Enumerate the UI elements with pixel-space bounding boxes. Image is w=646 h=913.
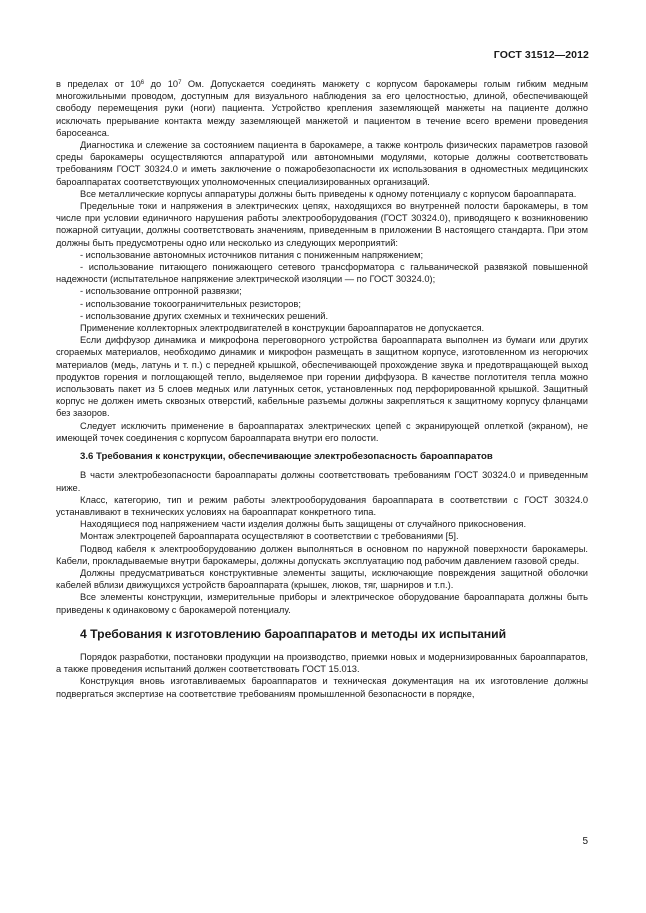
paragraph: Порядок разработки, постановки продукции на производство, приемки новых и модернизированных бароаппаратов, а также проведения испытаний должен соответствовать ГОСТ 15.013. [56,651,588,675]
list-item: - использование других схемных и технических решений. [80,310,329,321]
paragraph: Монтаж электроцепей бароаппарата осуществляют в соответствии с требованиями [5]. [80,531,459,542]
paragraph: Следует исключить применение в бароаппаратах электрических цепей с экранирующей оплеткой (экраном), не имеющей точек соединения с корпусом бароаппарата внутри его полости. [56,420,588,443]
standard-header: ГОСТ 31512—2012 [493,49,589,61]
list-item: - использование оптронной развязки; [80,286,242,297]
section-3-6-body [56,469,588,615]
paragraph: В части электробезопасности бароаппараты должны соответствовать требованиям ГОСТ 30324.0 и приведенным ниже. [56,470,588,493]
exponent: 6 [140,80,145,86]
section-3-5-continuation [56,78,588,444]
section-4-body [56,651,588,700]
paragraph: Если диффузор динамика и микрофона переговорного устройства бароаппарата выполнен из бумаги или других сгораемых материалов, необходимо динамик и микрофон размещать в защитном корпусе, изготовленном из негорючих материалов (медь, латунь и т. п.) с передней крышкой, обеспечивающей прохождение звука и предотвращающей выход продуктов горения и поглощающей тепло, выделяемое при горении диффузора. В качестве поглотителя тепла можно использовать пакет из 5 слоев медных или латунных сеток, установленных под перфорированной крышкой. Защитный корпус не должен иметь сквозных отверстий, кабельные разъемы должны закрепляться к защитному корпусу фланцами без зазоров. [56,335,588,419]
section-4-heading: 4 Требования к изготовлению бароаппаратов и методы их испытаний [80,626,507,641]
paragraph: Находящиеся под напряжением части изделия должны быть защищены от случайного прикосновения. [80,519,527,530]
text-run: в пределах от 10 [56,79,141,89]
paragraph: Конструкция вновь изготавливаемых бароаппаратов и техническая документация на их изготовление должны подвергаться экспертизе на соответствие требованиям промышленной безопасности в порядке, [56,676,588,699]
paragraph: Подвод кабеля к электрооборудованию должен выполняться в основном по наружной поверхности барокамеры. Кабели, прокладываемые внутри барокамеры, должны допускать эксплуатацию под рабочим давлением газовой среды. [56,543,588,566]
section-3-6-heading: 3.6 Требования к конструкции, обеспечивающие электробезопасность бароаппаратов [80,451,493,463]
list-item: - использование питающего понижающего сетевого трансформатора с гальванической развязкой повышенной надежности (испытательное напряжение электрической изоляции — по ГОСТ 30324.0); [56,262,588,285]
exponent: 7 [178,80,182,86]
paragraph: Предельные токи и напряжения в электрических цепях, находящихся во внутренней полости барокамеры, в том числе при условии единичного нарушения работы электрооборудования (ГОСТ 30324.0), приводящего к возникновению пожарной ситуации, должны соответствовать значениям, приведенным в приложении В настоящего стандарта. При этом должны быть предусмотрены одно или несколько из следующих мероприятий: [56,201,588,248]
document-body [56,78,588,700]
paragraph: Все металлические корпусы аппаратуры должны быть приведены к одному потенциалу с корпусом бароаппарата. [80,188,577,199]
paragraph: Должны предусматриваться конструктивные элементы защиты, исключающие повреждения защитной оболочки кабелей вблизи движущихся устройств бароаппарата (крышек, люков, тяг, шарниров и т.п.). [56,567,588,591]
text-run: Ом. Допускается соединять манжету с корпусом барокамеры голым гибким медным многожильными проводом, доступным для визуального наблюдения за его целостностью, длиной, обеспечивающей свободу перемещения руки (ноги) пациента. Устройство крепления заземляющей манжеты на пациенте должно исключать прерывание контакта между заземляющей манжетой и пациентом в течение всего времени проведения бaросеанса. [56,79,588,138]
paragraph: Все элементы конструкции, измерительные приборы и электрическое оборудование бароаппарата должны быть приведены к одинаковому с барокамерой потенциалу. [56,592,588,615]
paragraph [56,78,588,139]
page-number: 5 [582,836,588,847]
paragraph: Применение коллекторных электродвигателей в конструкции бароаппаратов не допускается. [80,323,485,334]
list-item: - использование автономных источников питания с пониженным напряжением; [80,249,424,260]
list-item: - использование токоограничительных резисторов; [80,298,301,309]
paragraph: Диагностика и слежение за состоянием пациента в барокамере, а также контроль физических параметров газовой среды барокамеры осуществляются аппаратурой или автономными модулями, которые должны соответствовать требованиям ГОСТ 30324.0 и иметь заключение о пожаробезопасности их использования в одноместных медицинских бароаппаратах соответствующих уполномоченных специализированных организаций. [56,140,588,187]
paragraph: Класс, категорию, тип и режим работы электрооборудования бароаппарата в соответствии с ГОСТ 30324.0 устанавливают в технических условиях на бароаппарат конкретного типа. [56,494,588,517]
text-run: до 10 [144,79,179,89]
